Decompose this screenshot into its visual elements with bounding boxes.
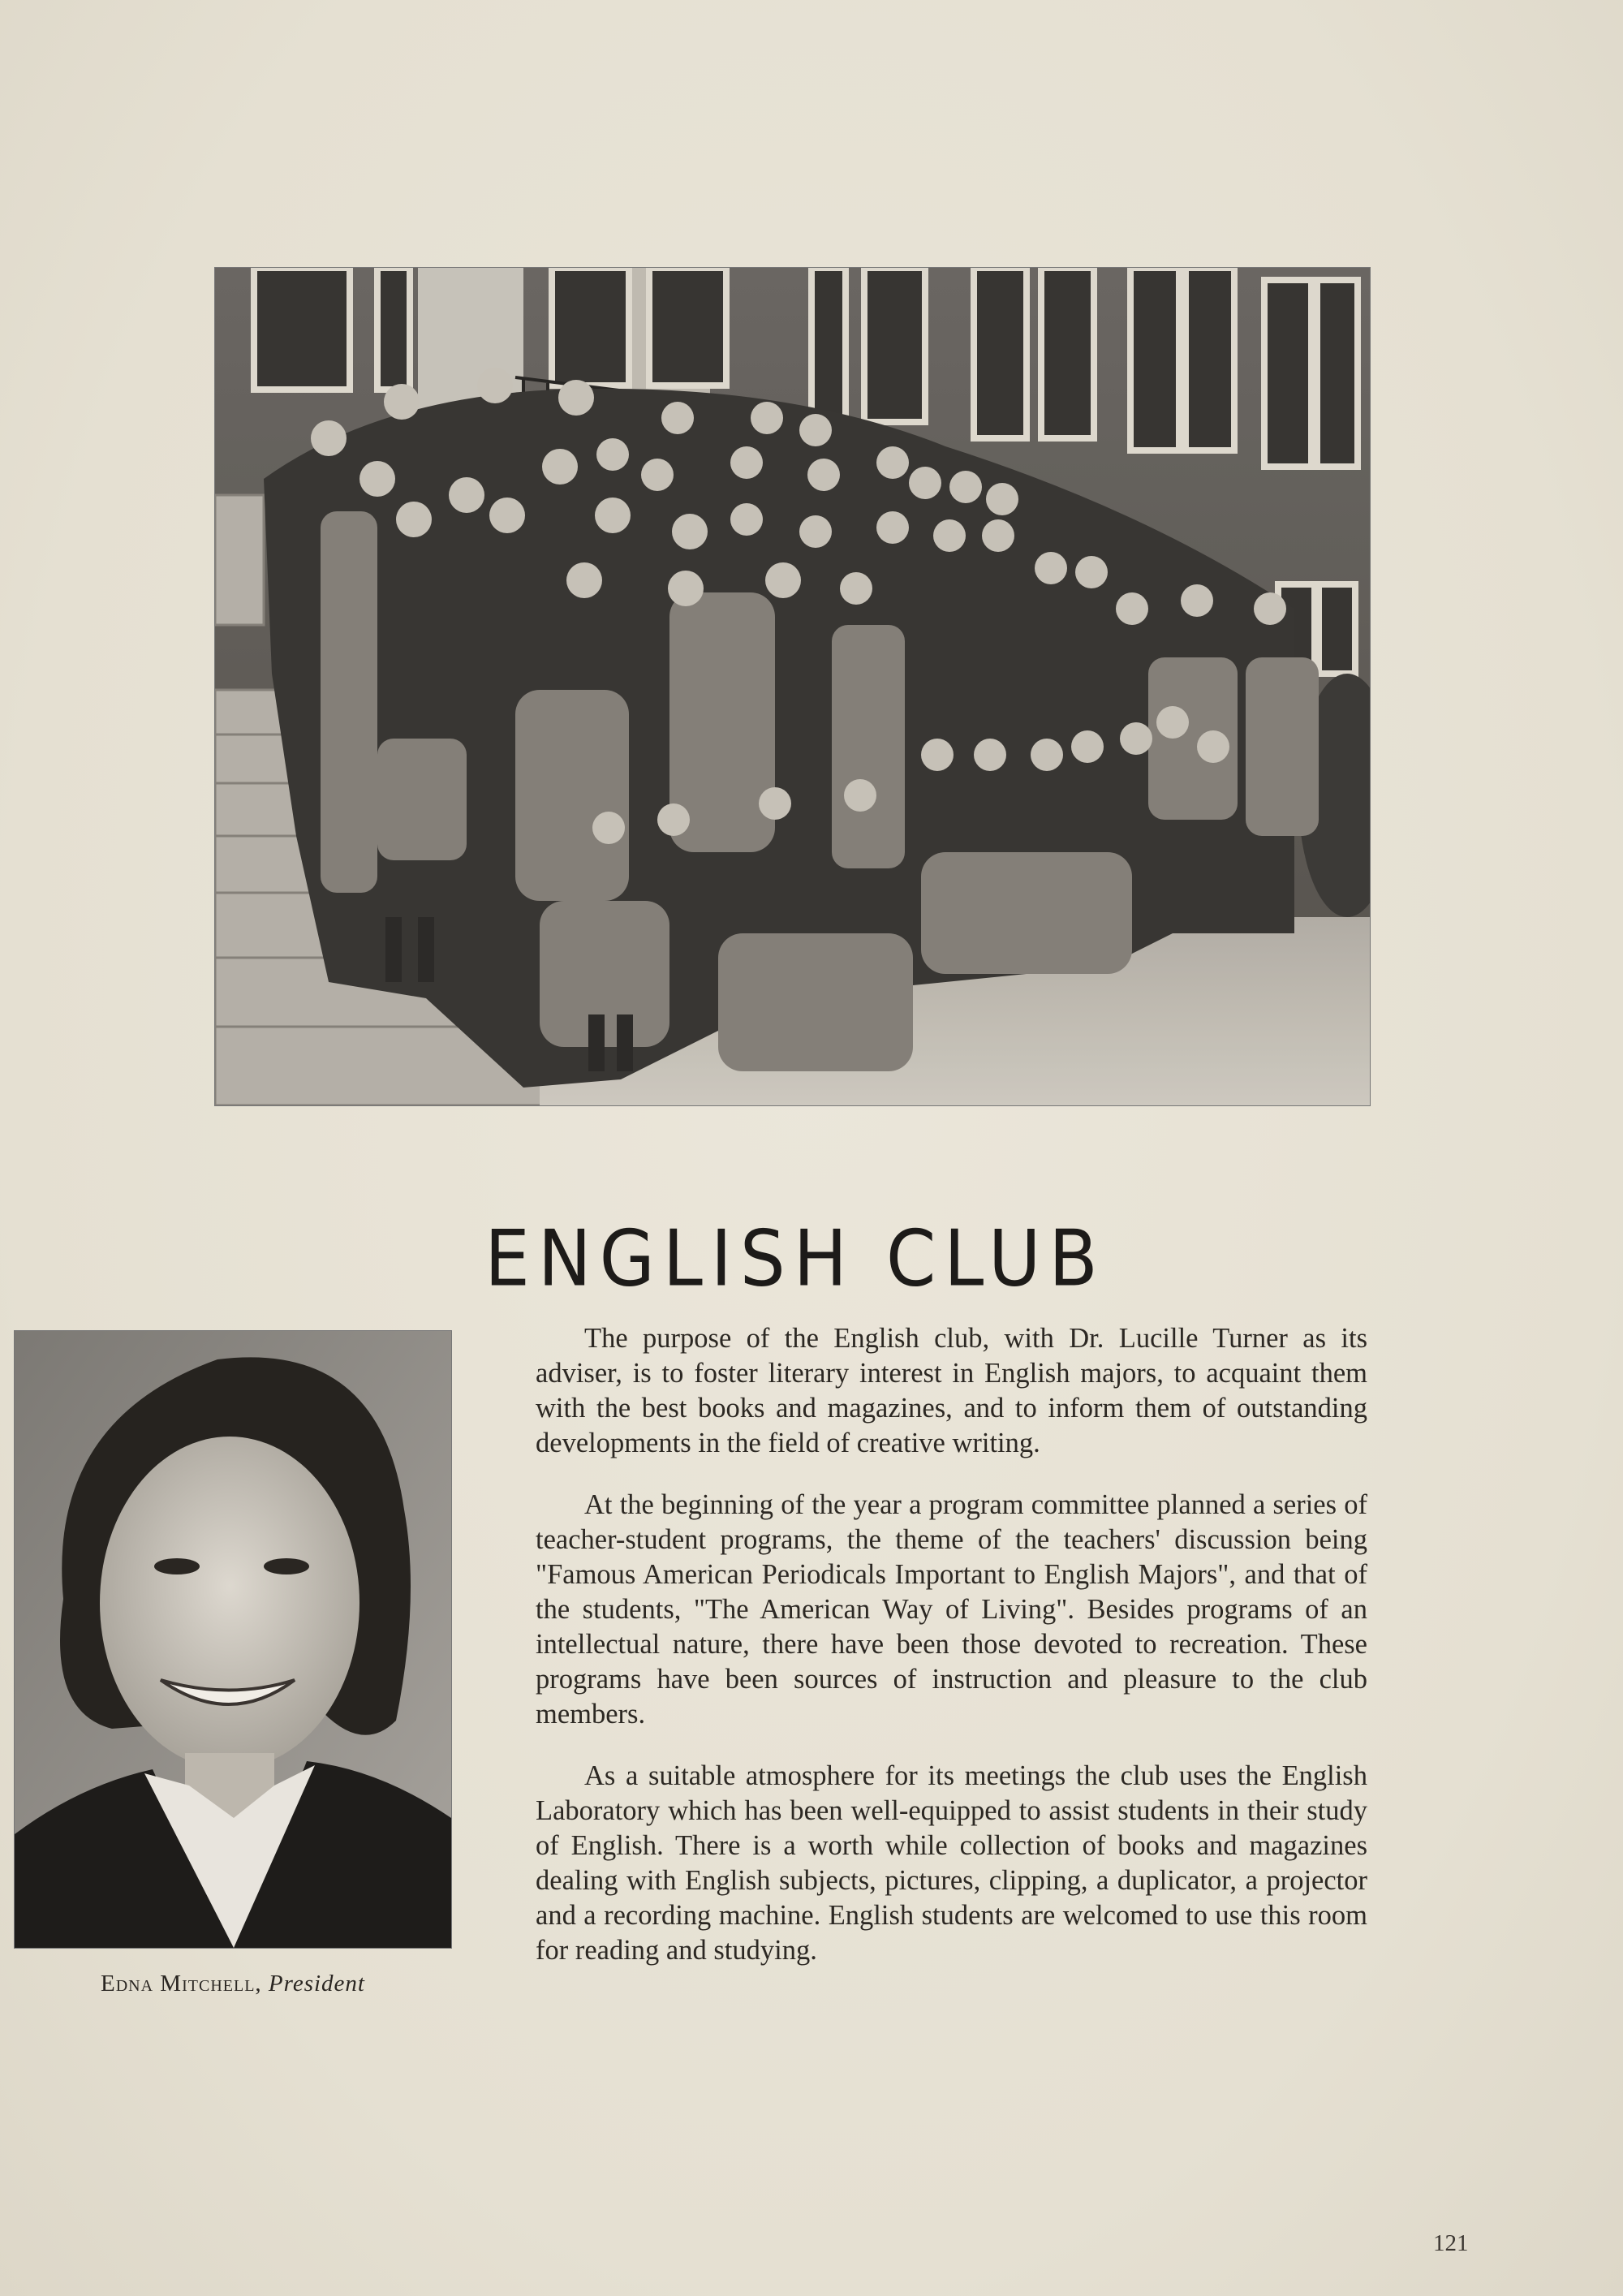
- group-photo: [215, 268, 1370, 1105]
- body-text: [536, 1321, 1367, 1995]
- paragraph-programs: At the beginning of the year a program committee planned a series of teacher-student programs, the theme of the teachers' discussion being "Famous American Periodicals Important to English Majors", and that of the students, "The American Way of Living". Besides programs of an intellectual nature, there have been those devoted to recreation. These programs have been sources of instruction and pleasure to the club members.: [536, 1489, 1367, 1730]
- paragraph-purpose: The purpose of the English club, with Dr. Lucille Turner as its adviser, is to foster literary interest in English majors, to acquaint them with the best books and magazines, and to inform them of outstanding developments in the field of creative writing.: [536, 1323, 1367, 1458]
- caption-role: President: [268, 1971, 365, 1997]
- page-number: 121: [1433, 2230, 1469, 2256]
- page-title: ENGLISH CLUB: [484, 1213, 1106, 1304]
- paragraph-laboratory: As a suitable atmosphere for its meetings the club uses the English Laboratory which has been well-equipped to assist students in their study of English. There is a worth while collection of books and magazines dealing with English subjects, pictures, clipping, a duplicator, a projector and a recording machine. English students are welcomed to use this room for reading and studying.: [536, 1760, 1367, 1966]
- caption-name: Edna Mitchell: [101, 1971, 256, 1997]
- portrait-caption: Edna Mitchell, President: [101, 1971, 365, 1997]
- portrait-photo: [15, 1331, 451, 1948]
